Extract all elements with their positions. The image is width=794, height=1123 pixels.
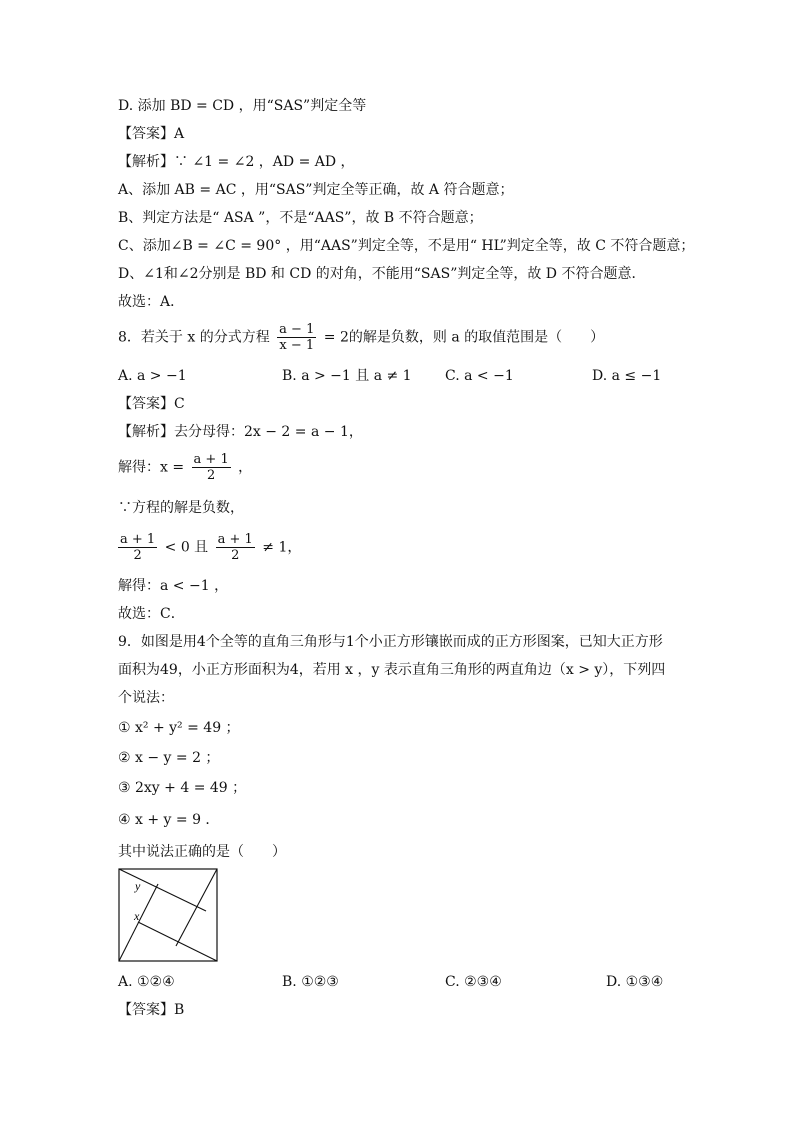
q8-step-4-den-1: 2 — [133, 548, 142, 563]
q7-option-d: D. 添加 BD = CD ，用“SAS”判定全等 — [118, 98, 367, 114]
q8-option-d: D. a ≤ −1 — [592, 368, 662, 384]
q8-step-4-num-2: a + 1 — [217, 532, 253, 547]
q9-stem-line-2: 面积为49，小正方形面积为4，若用 x ，y 表示直角三角形的两直角边（x > y），下列四 — [118, 662, 666, 678]
q7-analysis: 【解析】∵ ∠1 = ∠2 ，AD = AD ， — [118, 154, 355, 170]
q8-stem-fraction — [277, 322, 316, 353]
q7-analysis-b: B、判定方法是“ ASA ”，不是“AAS”，故 B 不符合题意； — [118, 210, 483, 226]
q8-stem-suffix: = 2的解是负数，则 a 的取值范围是（ ） — [323, 329, 605, 346]
q9-option-b: B. ①②③ — [282, 974, 339, 990]
q9-stem-line-3: 个说法： — [118, 690, 174, 706]
q8-step-2-den: 2 — [206, 468, 216, 483]
q9-statement-1: ① x² + y² = 49 ； — [118, 720, 240, 736]
q8-step-4-suffix: ≠ 1， — [262, 539, 302, 556]
q9-option-d: D. ①③④ — [606, 974, 664, 990]
q9-option-a: A. ①②④ — [118, 974, 175, 990]
triangle-edge-2 — [119, 869, 206, 911]
triangle-edge-3 — [176, 869, 217, 946]
q7-analysis-a: A、添加 AB = AC ，用“SAS”判定全等正确，故 A 符合题意； — [118, 182, 514, 198]
q7-analysis-d: D、∠1和∠2分别是 BD 和 CD 的对角，不能用“SAS”判定全等，故 D 不符合题意． — [118, 266, 646, 282]
q7-answer: 【答案】A — [118, 126, 185, 142]
q7-analysis-c: C、添加∠B = ∠C = 90° ，用“AAS”判定全等，不是用“ HL”判定全等，故 C 不符合题意； — [118, 238, 695, 254]
q8-stem — [118, 322, 604, 353]
q8-step-2-suffix: ， — [238, 459, 253, 476]
triangle-edge-4 — [138, 922, 217, 961]
q8-choose: 故选：C． — [118, 606, 185, 622]
q8-option-c: C. a < −1 — [445, 368, 514, 384]
q8-step-4 — [118, 532, 301, 563]
q8-step-4-num-1: a + 1 — [120, 532, 156, 547]
q9-statement-4: ④ x + y = 9 ． — [118, 812, 220, 828]
q9-statement-2: ② x − y = 2 ； — [118, 750, 220, 766]
q9-option-c: C. ②③④ — [445, 974, 502, 990]
q9-stem-line-1: 9．如图是用4个全等的直角三角形与1个小正方形镶嵌而成的正方形图案，已知大正方形 — [118, 634, 663, 650]
q8-stem-prefix: 8．若关于 x 的分式方程 — [118, 329, 270, 346]
q8-step-4-fraction-2 — [216, 532, 255, 563]
q7-choose: 故选：A． — [118, 294, 185, 310]
fig-label-x: x — [134, 909, 140, 923]
fig-label-y: y — [135, 879, 141, 893]
q9-square-figure — [118, 868, 218, 962]
q8-frac-num: a − 1 — [279, 322, 315, 337]
q8-step-2-prefix: 解得：x = — [118, 459, 185, 476]
q8-step-3: ∵方程的解是负数， — [118, 500, 244, 516]
q8-frac-den: x − 1 — [279, 338, 315, 353]
q8-step-1: 【解析】去分母得：2x − 2 = a − 1， — [118, 424, 363, 440]
q8-step-4-mid: < 0 且 — [164, 539, 209, 556]
q8-step-5: 解得：a < −1 ， — [118, 578, 229, 594]
q8-step-4-fraction-1 — [118, 532, 157, 563]
q8-step-2-fraction — [192, 452, 231, 483]
q8-step-2-num: a + 1 — [193, 452, 229, 467]
q9-answer: 【答案】B — [118, 1002, 185, 1018]
q9-question: 其中说法正确的是（ ） — [118, 844, 286, 860]
q8-step-2 — [118, 452, 252, 483]
q8-step-4-den-2: 2 — [231, 548, 240, 563]
q8-answer: 【答案】C — [118, 396, 185, 412]
q8-option-b: B. a > −1 且 a ≠ 1 — [282, 368, 412, 384]
q9-statement-3: ③ 2xy + 4 = 49 ； — [118, 780, 247, 796]
q8-option-a: A. a > −1 — [118, 368, 187, 384]
